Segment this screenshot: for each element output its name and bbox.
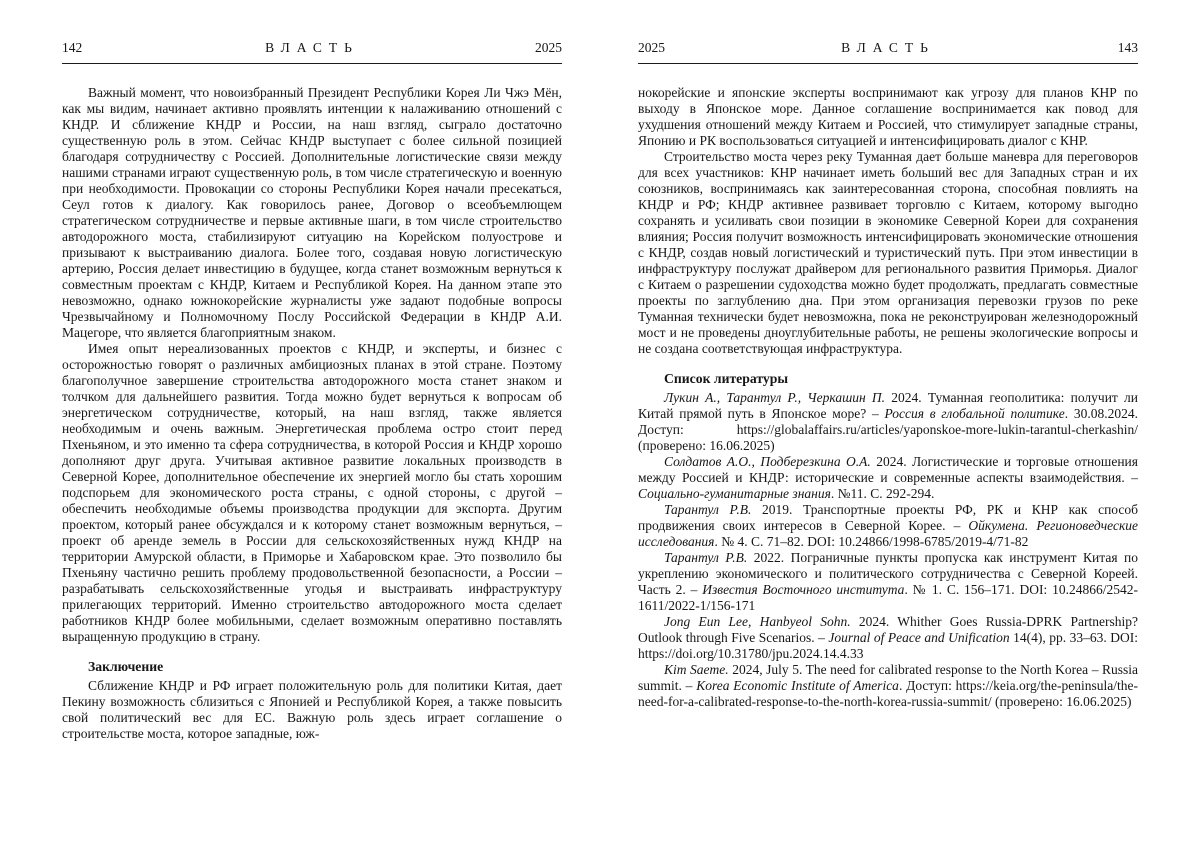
body-paragraph: нокорейские и японские эксперты воспринимают как угрозу для планов КНР по выходу в Японское море. Данное соглашение воспринимается как повод для ухудшения отношений между Китаем и Россией, что стимулирует западные страны, Японию и РК воспользоваться ситуацией и интенсифицировать диалог с КНР. bbox=[638, 85, 1138, 148]
reference-entry: Тарантул Р.В. 2019. Транспортные проекты РФ, РК и КНР как способ продвижения своих интересов в Северной Корее. – Ойкумена. Регионоведческие исследования. № 4. С. 71–82. DOI: 10.24866/1998-6785/2019-4/71-82 bbox=[638, 502, 1139, 549]
body-paragraph: Строительство моста через реку Туманная дает больше маневра для переговоров для всех участников: КНР начинает иметь больший вес для Западных стран и их союзников, воспринимаясь как заинтересованная сторона, способная повлиять на КНДР и РФ; КНДР активнее развивает торговлю с Китаем, которому выгодно сохранять и усиливать свои позиции в экономике Северной Кореи для сохранения влияния; Россия получит возможность интенсифицировать экономические отношения с КНДР, создав новый логистический и туристический путь. При этом инвестиции в инфраструктуру послужат драйвером для регионального развития Приморья. Диалог с Китаем о разрешении судоходства можно будет продолжать, предлагать совместные проекты по заглублению дна. При этом организация перевозки грузов по реке Туманная технически будет невозможна, пока не реконструирован железнодорожный мост и не проведены дноуглубительные работы, не решены экологические вопросы и не создана соответствующая инфраструктура. bbox=[638, 149, 1138, 356]
reference-entry: Kim Saeme. 2024, July 5. The need for calibrated response to the North Korea – Russia summit. – Korea Economic Institute of America. Доступ: https://keia.org/the-peninsula/the-need-for-a-calibrated-response-to-the-north-korea-russia-summit/ (проверено: 16.06.2025) bbox=[638, 662, 1138, 709]
page-number: 143 bbox=[1117, 40, 1138, 55]
reference-entry: Тарантул Р.В. 2022. Пограничные пункты пропуска как инструмент Китая по укреплению экономического и политического сотрудничества с Северной Кореей. Часть 2. – Известия Восточного института. № 1. С. 156–171. DOI: 10.24866/2542-1611/2022-1/156-171 bbox=[638, 550, 1138, 613]
journal-title: ВЛАСТЬ bbox=[265, 40, 359, 55]
page-number: 142 bbox=[62, 40, 83, 55]
page-body bbox=[62, 85, 562, 742]
body-paragraph: Важный момент, что новоизбранный Президент Республики Корея Ли Чжэ Мён, как мы видим, начинает активно проявлять интенции к налаживанию отношений с КНДР. И сближение КНДР и России, на наш взгляд, сыграло достаточно существенную роль в этом. Сейчас КНДР выступает с более сильной позицией благодаря сотрудничеству с Россией. Дополнительные логистические связи между нашими странами играют существенную роль, в том числе стратегическую и военную при необходимости. Провокации со стороны Республики Корея начали пресекаться, Сеул готов к диалогу. Как говорилось ранее, Договор о всеобъемлющем стратегическом сотрудничестве и первые активные шаги, в том числе строительство автодорожного моста, стабилизируют ситуацию на Корейском полуострове и призывают к выстраиванию диалога. Более того, создавая новую логистическую артерию, Россия делает инвестицию в будущее, когда станет возможным вернуться к совместным проектам с КНДР, Китаем и Республикой Корея. На данном этапе это невозможно, однако южнокорейские журналисты уже задают подобные вопросы Чрезвычайному и Полномочному Послу Российской Федерации в КНДР А.И. Мацегоре, что является благоприятным знаком. bbox=[62, 85, 562, 340]
reference-entry: Солдатов А.О., Подберезкина О.А. 2024. Логистические и торговые отношения между Россией и КНДР: исторические и современные аспекты взаимодействия. – Социально-гуманитарные знания. №11. С. 292-294. bbox=[638, 454, 1138, 501]
journal-year: 2025 bbox=[638, 40, 665, 55]
body-paragraph: Сближение КНДР и РФ играет положительную роль для политики Китая, дает Пекину возможность сблизиться с Японией и Республикой Корея, а также повысить свой политический вес для ЕС. Важную роль здесь играет соглашение о строительстве моста, которое западные, юж- bbox=[62, 678, 562, 741]
references-heading: Список литературы bbox=[664, 371, 789, 386]
page-header-right bbox=[638, 40, 1138, 64]
conclusion-heading: Заключение bbox=[88, 659, 164, 674]
page-143 bbox=[600, 0, 1200, 852]
reference-entry: Jong Eun Lee, Hanbyeol Sohn. 2024. Whither Goes Russia-DPRK Partnership? Outlook through Five Scenarios. – Journal of Peace and Unification 14(4), pp. 33–63. DOI: https://doi.org/10.31780/jpu.2024.14.4.33 bbox=[638, 614, 1138, 661]
page-header-left bbox=[62, 40, 562, 64]
body-paragraph: Имея опыт нереализованных проектов с КНДР, и эксперты, и бизнес с осторожностью говорят о различных амбициозных планах в этой стране. Поэтому благополучное завершение строительства автодорожного моста станет знаком и толчком для дальнейшего развития. Тогда можно будет вернуться к вопросам об энергетическом сотрудничестве, который, на наш взгляд, также является необходимым и очень важным. Энергетическая проблема остро стоит перед Пхеньяном, и это именно та сфера сотрудничества, в которой Россия и КНДР хорошо дополняют друг друга. Учитывая активное развитие локальных производств в Северной Корее, дополнительное обеспечение их энергией могло бы стать хорошим подспорьем для экономического роста страны, с одной стороны, с другой – обеспечить необходимые объемы производства продукции для экспорта. Другим проектом, который ранее обсуждался и к которому станет возможным вернуться, – проект об аренде земель в России для сельскохозяйственных нужд КНДР на территории Амурской области, в Приморье и Хабаровском крае. Это позволило бы Пхеньяну частично решить проблему продовольственной безопасности, а России – разрабатывать сельскохозяйственные угодья и выстраивать инфраструктуру прилегающих территорий. Именно строительство автодорожного моста сделает работников КНДР более мобильными, сделает возможным оперативно поставлять выращенную продукцию в страну. bbox=[62, 341, 562, 644]
reference-entry: Лукин А., Тарантул Р., Черкашин П. 2024. Туманная геополитика: получит ли Китай прямой путь в Японское море? – Россия в глобальной политике. 30.08.2024. Доступ: https://globalaffairs.ru/articles/yaponskoe-more-lukin-tarantul-cherkashin/ (проверено: 16.06.2025) bbox=[638, 390, 1138, 453]
journal-year: 2025 bbox=[535, 40, 562, 55]
page-body bbox=[638, 85, 1138, 710]
journal-title: ВЛАСТЬ bbox=[841, 40, 935, 55]
